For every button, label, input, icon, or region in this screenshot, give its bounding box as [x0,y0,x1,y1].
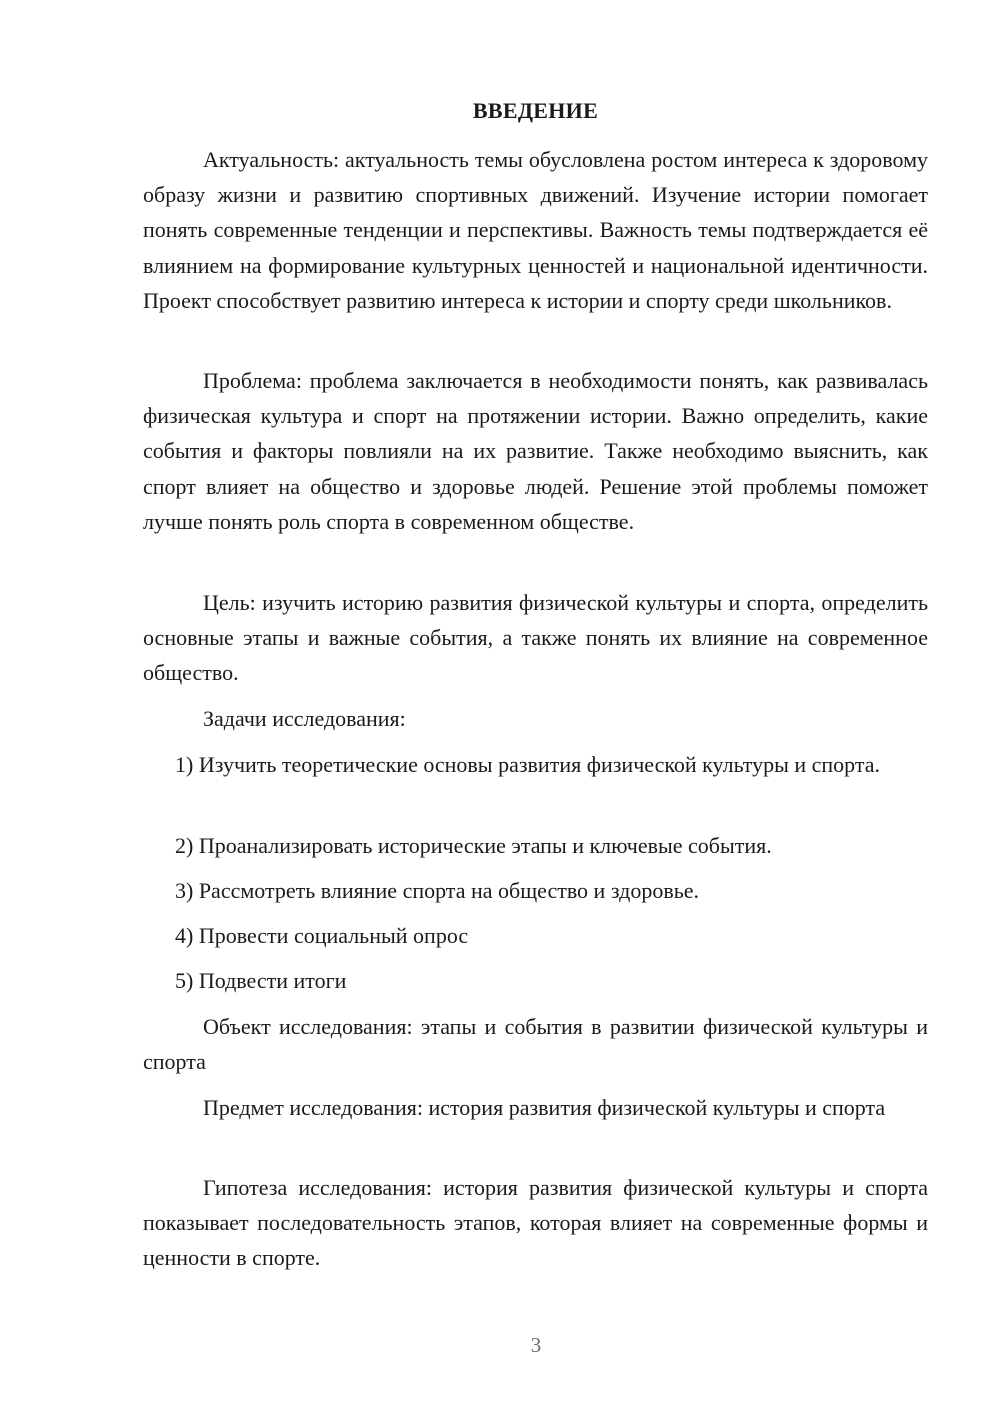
hypothesis-paragraph: Гипотеза исследования: история развития физической культуры и спорта показывает последовательность этапов, которая влияет на современные формы и ценности в спорте. [143,1175,928,1271]
relevance-paragraph: Актуальность: актуальность темы обусловлена ростом интереса к здоровому образу жизни и развитию спортивных движений. Изучение истории помогает понять современные тенденции и перспективы. Важность темы подтверждается её влиянием на формирование культурных ценностей и национальной идентичности. Проект способствует развитию интереса к истории и спорту среди школьников. [143,147,928,313]
problem-paragraph: Проблема: проблема заключается в необходимости понять, как развивалась физическая культура и спорт на протяжении истории. Важно определить, какие события и факторы повлияли на их развитие. Также необходимо выяснить, как спорт влияет на общество и здоровье людей. Решение этой проблемы поможет лучше понять роль спорта в современном обществе. [143,368,928,534]
task-item-1: 1) Изучить теоретические основы развития физической культуры и спорта. [175,752,881,777]
task-item-3: 3) Рассмотреть влияние спорта на общество и здоровье. [175,878,700,903]
page-number: 3 [530,1333,542,1357]
subject-paragraph: Предмет исследования: история развития физической культуры и спорта [203,1095,886,1120]
task-item-2: 2) Проанализировать исторические этапы и ключевые события. [175,833,772,858]
task-item-5: 5) Подвести итоги [175,968,347,993]
page-title: ВВЕДЕНИЕ [472,98,599,123]
goal-paragraph: Цель: изучить историю развития физической культуры и спорта, определить основные этапы и важные события, а также понять их влияние на современное общество. [143,590,928,686]
tasks-heading: Задачи исследования: [203,706,406,731]
object-paragraph: Объект исследования: этапы и события в развитии физической культуры и спорта [143,1014,928,1075]
task-item-4: 4) Провести социальный опрос [175,923,469,948]
